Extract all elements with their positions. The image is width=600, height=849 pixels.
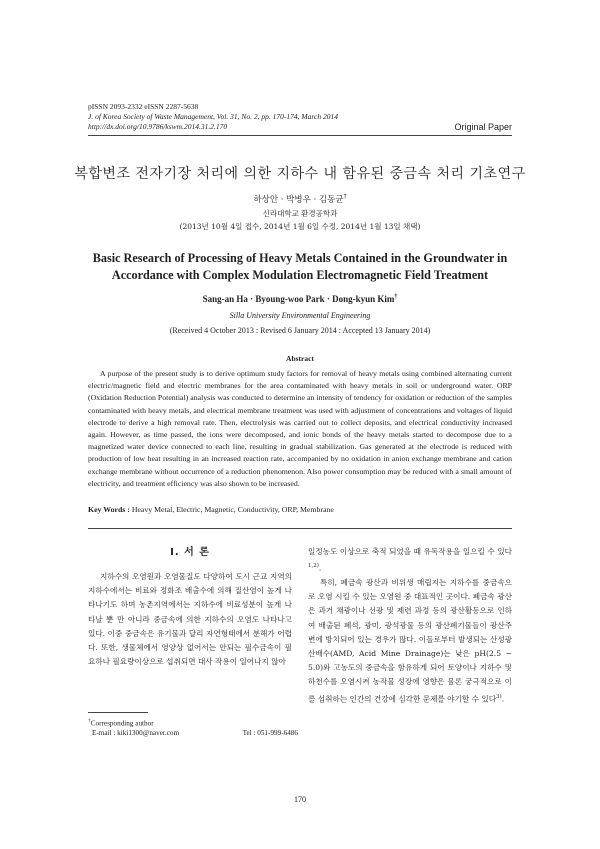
right-column — [308, 545, 512, 706]
abstract-text: A purpose of the present study is to derive optimum study factors for removal of heavy metals using combined alternating current electric/magnetic field and electric membranes for the area contaminated with heavy metals in soil or underground water. ORP (Oxidation Reduction Potential) analysis was conducted to determine an intensity of tendency for oxidation or reduction of the samples contaminated with heavy metals, and electrical membrane treatment was used with adjustment of concentrations and voltages of liquid electrode to derive a high removal rate. Then, electrolysis was carried out to collect deposits, and electrical conductivity increased again. However, as time passed, the ions were decomposed, and ionic bonds of the heavy metals started to decompose due to a magnetized water device connected to each line, resulting in gradual stabilization. Gas generated at the electrode is reduced with production of low heat resulting in an increased reaction rate, accompanied by no oxidation in anion exchange membrane and cation exchange membrane without occurrence of a reduction phenomenon. Also power consumption may be reduced with a small amount of electricity, and treatment efficiency was also shown to be increased. — [88, 369, 512, 488]
doi-link[interactable]: http://dx.doi.org/10.9786/kswm.2014.31.2.170 — [88, 122, 228, 131]
korean-dates: (2013년 10월 4일 접수, 2014년 1월 6일 수정, 2014년 1월 13일 채택) — [179, 222, 421, 231]
sentence-end: . — [501, 694, 505, 704]
journal-header — [88, 102, 338, 132]
article-type: Original Paper — [454, 122, 512, 132]
issn: pISSN 2093-2332 eISSN 2287-5638 — [88, 102, 199, 111]
abstract-heading: Abstract — [286, 354, 314, 363]
intro-paragraph-continued — [308, 545, 512, 576]
section-heading-introduction: I. 서 론 — [170, 547, 210, 558]
intro-paragraph-2-text: 특히, 폐금속 광산과 비위생 매립지는 지하수를 중금속으로 오염 시킬 수 있는 오염원 중 대표적인 곳이다. 폐금속 광산은 과거 채광이나 선광 및 제련 과정 등의 광산활동으로 인하여 배출된 폐석, 광미, 광석광물 등의 광산폐기물들이 광산주변에 방치되어 있는 경우가 많다. 이들로부터 발생되는 산성광산배수(AMD, Acid Mine Drainage)는 낮은 pH(2.5 ~ 5.0)와 고농도의 중금속을 함유하게 되어 토양이나 지하수 및 하천수를 오염시켜 농작물 성장에 영향은 물론 궁극적으로 이를 섭취하는 인간의 건강에 심각한 문제를 야기할 수 있다 — [308, 577, 512, 704]
english-authors — [0, 294, 600, 304]
keywords — [88, 505, 512, 514]
footnote-rule — [88, 712, 148, 713]
citation-ref: 3) — [496, 693, 502, 700]
sentence-end: . — [318, 563, 322, 573]
left-column — [88, 570, 292, 669]
intro-paragraph-2 — [308, 576, 512, 706]
korean-author-mark: † — [343, 193, 347, 201]
footnote — [88, 716, 298, 738]
header-rule — [88, 135, 512, 136]
korean-authors — [0, 193, 600, 205]
page-number: 170 — [294, 795, 306, 804]
english-affiliation: Silla University Environmental Engineering — [229, 311, 371, 320]
korean-title: 복합변조 전자기장 처리에 의한 지하수 내 함유된 중금속 처리 기초연구 — [74, 166, 526, 182]
keywords-text: Heavy Metal, Electric, Magnetic, Conductivity, ORP, Membrane — [131, 505, 334, 514]
footnote-mark: † — [88, 718, 91, 724]
abstract-rule — [88, 528, 512, 529]
english-author-mark: † — [394, 294, 398, 300]
english-title: Basic Research of Processing of Heavy Metals Contained in the Groundwater in Accordance with Complex Modulation Electromagnetic Field Treatment — [92, 251, 508, 282]
english-author-names: Sang-an Ha · Byoung-woo Park · Dong-kyun Kim — [202, 294, 395, 304]
intro-paragraph-1: 지하수의 오염원과 오염물질도 다양하여 도시 근교 지역의 지하수에서는 비료와 정화조 배출수에 의해 질산염이 높게 나타나기도 하며 농촌지역에서는 지하수에 비료성분이 높게 나타날 뿐 만 아니라 중금속에 의한 지하수의 오염도 나타나고 있다. 이중 중금속은 유기물과 달리 자연형태에서 분해가 어렵다. 또한, 생물체에서 영양상 없어서는 안되는 필수금속이 필요하나 필요량이상으로 섭취되면 대사 작용이 일어나지 않아 — [88, 572, 292, 667]
footnote-label: Corresponding author — [90, 719, 154, 728]
korean-author-names: 하상안 · 박병우 · 김동균 — [253, 195, 344, 205]
korean-affiliation: 신라대학교 환경공학과 — [262, 209, 338, 218]
footnote-email[interactable]: E-mail : kiki1300@naver.com — [92, 729, 180, 738]
footnote-tel: Tel : 051-999-6486 — [242, 729, 298, 738]
keywords-label: Key Words : — [88, 505, 130, 514]
journal-citation: J. of Korea Society of Waste Management, Vol. 31, No. 2, pp. 170-174, March 2014 — [88, 112, 338, 121]
english-dates: (Received 4 October 2013 : Revised 6 January 2014 : Accepted 13 January 2014) — [169, 326, 431, 335]
intro-paragraph-continued-text: 일정농도 이상으로 축적 되었을 때 유독작용을 일으킬 수 있다 — [308, 547, 512, 556]
citation-ref: 1,2) — [308, 563, 319, 570]
